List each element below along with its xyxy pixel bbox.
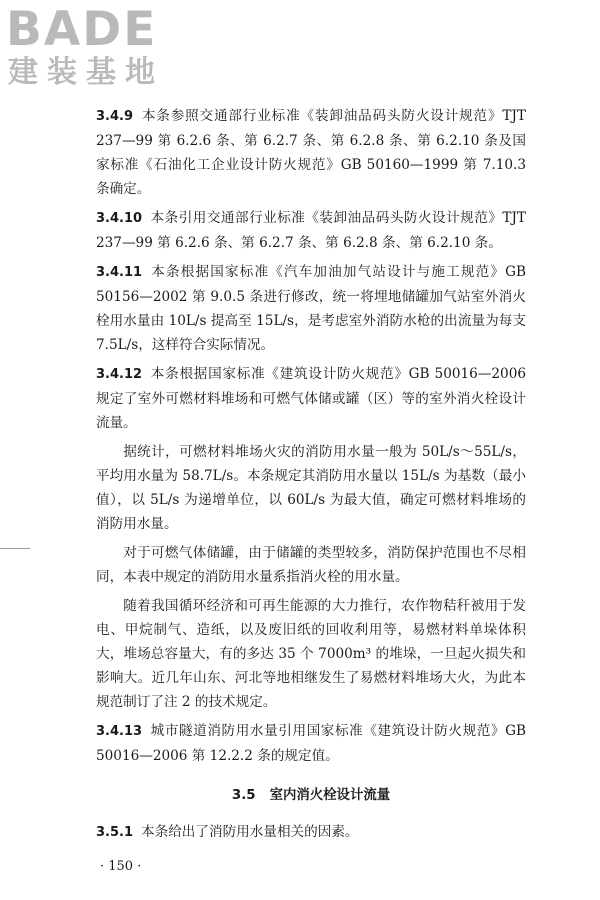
clause-3-5-1 [96, 820, 526, 845]
clause-text: 本条参照交通部行业标准《装卸油品码头防火设计规范》TJT 237—99 第 6.2.6 条、第 6.2.7 条、第 6.2.8 条、第 6.2.10 条及国家标准《石油化工企业设计防火规范》GB 50160—1999 第 7.10.3 条确定。 [96, 108, 526, 197]
page-number: · 150 · [100, 859, 142, 874]
clause-3-4-11 [96, 260, 526, 357]
clause-text: 本条根据国家标准《建筑设计防火规范》GB 50016—2006 规定了室外可燃材料堆场和可燃气体储或罐（区）等的室外消火栓设计流量。 [96, 366, 526, 431]
section-number: 3.5 [231, 788, 256, 803]
clause-text: 本条引用交通部行业标准《装卸油品码头防火设计规范》TJT 237—99 第 6.2.6 条、第 6.2.7 条、第 6.2.8 条、第 6.2.10 条。 [96, 210, 526, 251]
clause-text: 本条给出了消防用水量相关的因素。 [141, 824, 359, 840]
paragraph: 对于可燃气体储罐，由于储罐的类型较多，消防保护范围也不尽相同，本表中规定的消防用水量系指消火栓的用水量。 [96, 545, 526, 585]
margin-mark [0, 548, 30, 549]
clause-number: 3.5.1 [96, 825, 134, 840]
paragraph: 随着我国循环经济和可再生能源的大力推行，农作物秸秆被用于发电、甲烷制气、造纸，以及废旧纸的回收利用等，易燃材料单垛体积大，堆场总容量大，有的多达 35 个 7000m³ 的堆垛，一旦起火损失和影响大。近几年山东、河北等地相继发生了易燃材料堆场大火，为此本规范制订了注 2 的技术规定。 [96, 598, 526, 710]
bade-logo [6, 4, 181, 92]
paragraph: 据统计，可燃材料堆场火灾的消防用水量一般为 50L/s～55L/s，平均用水量为 58.7L/s。本条规定其消防用水量以 15L/s 为基数（最小值），以 5L/s 为递增单位，以 60L/s 为最大值，确定可燃材料堆场的消防用水量。 [96, 444, 526, 532]
logo-brand: BADE [6, 2, 158, 57]
section-title: 室内消火栓设计流量 [269, 788, 391, 803]
clause-3-4-10 [96, 206, 526, 255]
section-heading [96, 784, 526, 808]
clause-text: 城市隧道消防用水量引用国家标准《建筑设计防火规范》GB 50016—2006 第 12.2.2 条的规定值。 [96, 723, 526, 764]
clause-number: 3.4.13 [96, 724, 143, 739]
clause-number: 3.4.11 [96, 265, 143, 280]
clause-number: 3.4.9 [96, 109, 134, 124]
clause-number: 3.4.10 [96, 211, 143, 226]
clause-3-4-12 [96, 362, 526, 435]
clause-3-4-9 [96, 104, 526, 201]
clause-3-4-13 [96, 719, 526, 768]
clause-number: 3.4.12 [96, 367, 143, 382]
logo-subtitle: 建装基地 [8, 55, 164, 90]
page-body [96, 104, 526, 874]
clause-text: 本条根据国家标准《汽车加油加气站设计与施工规范》GB 50156—2002 第 9.0.5 条进行修改，统一将埋地储罐加气站室外消火栓用水量由 10L/s 提高至 15L/s，是考虑室外消防水枪的出流量为每支 7.5L/s，这样符合实际情况。 [96, 264, 526, 353]
